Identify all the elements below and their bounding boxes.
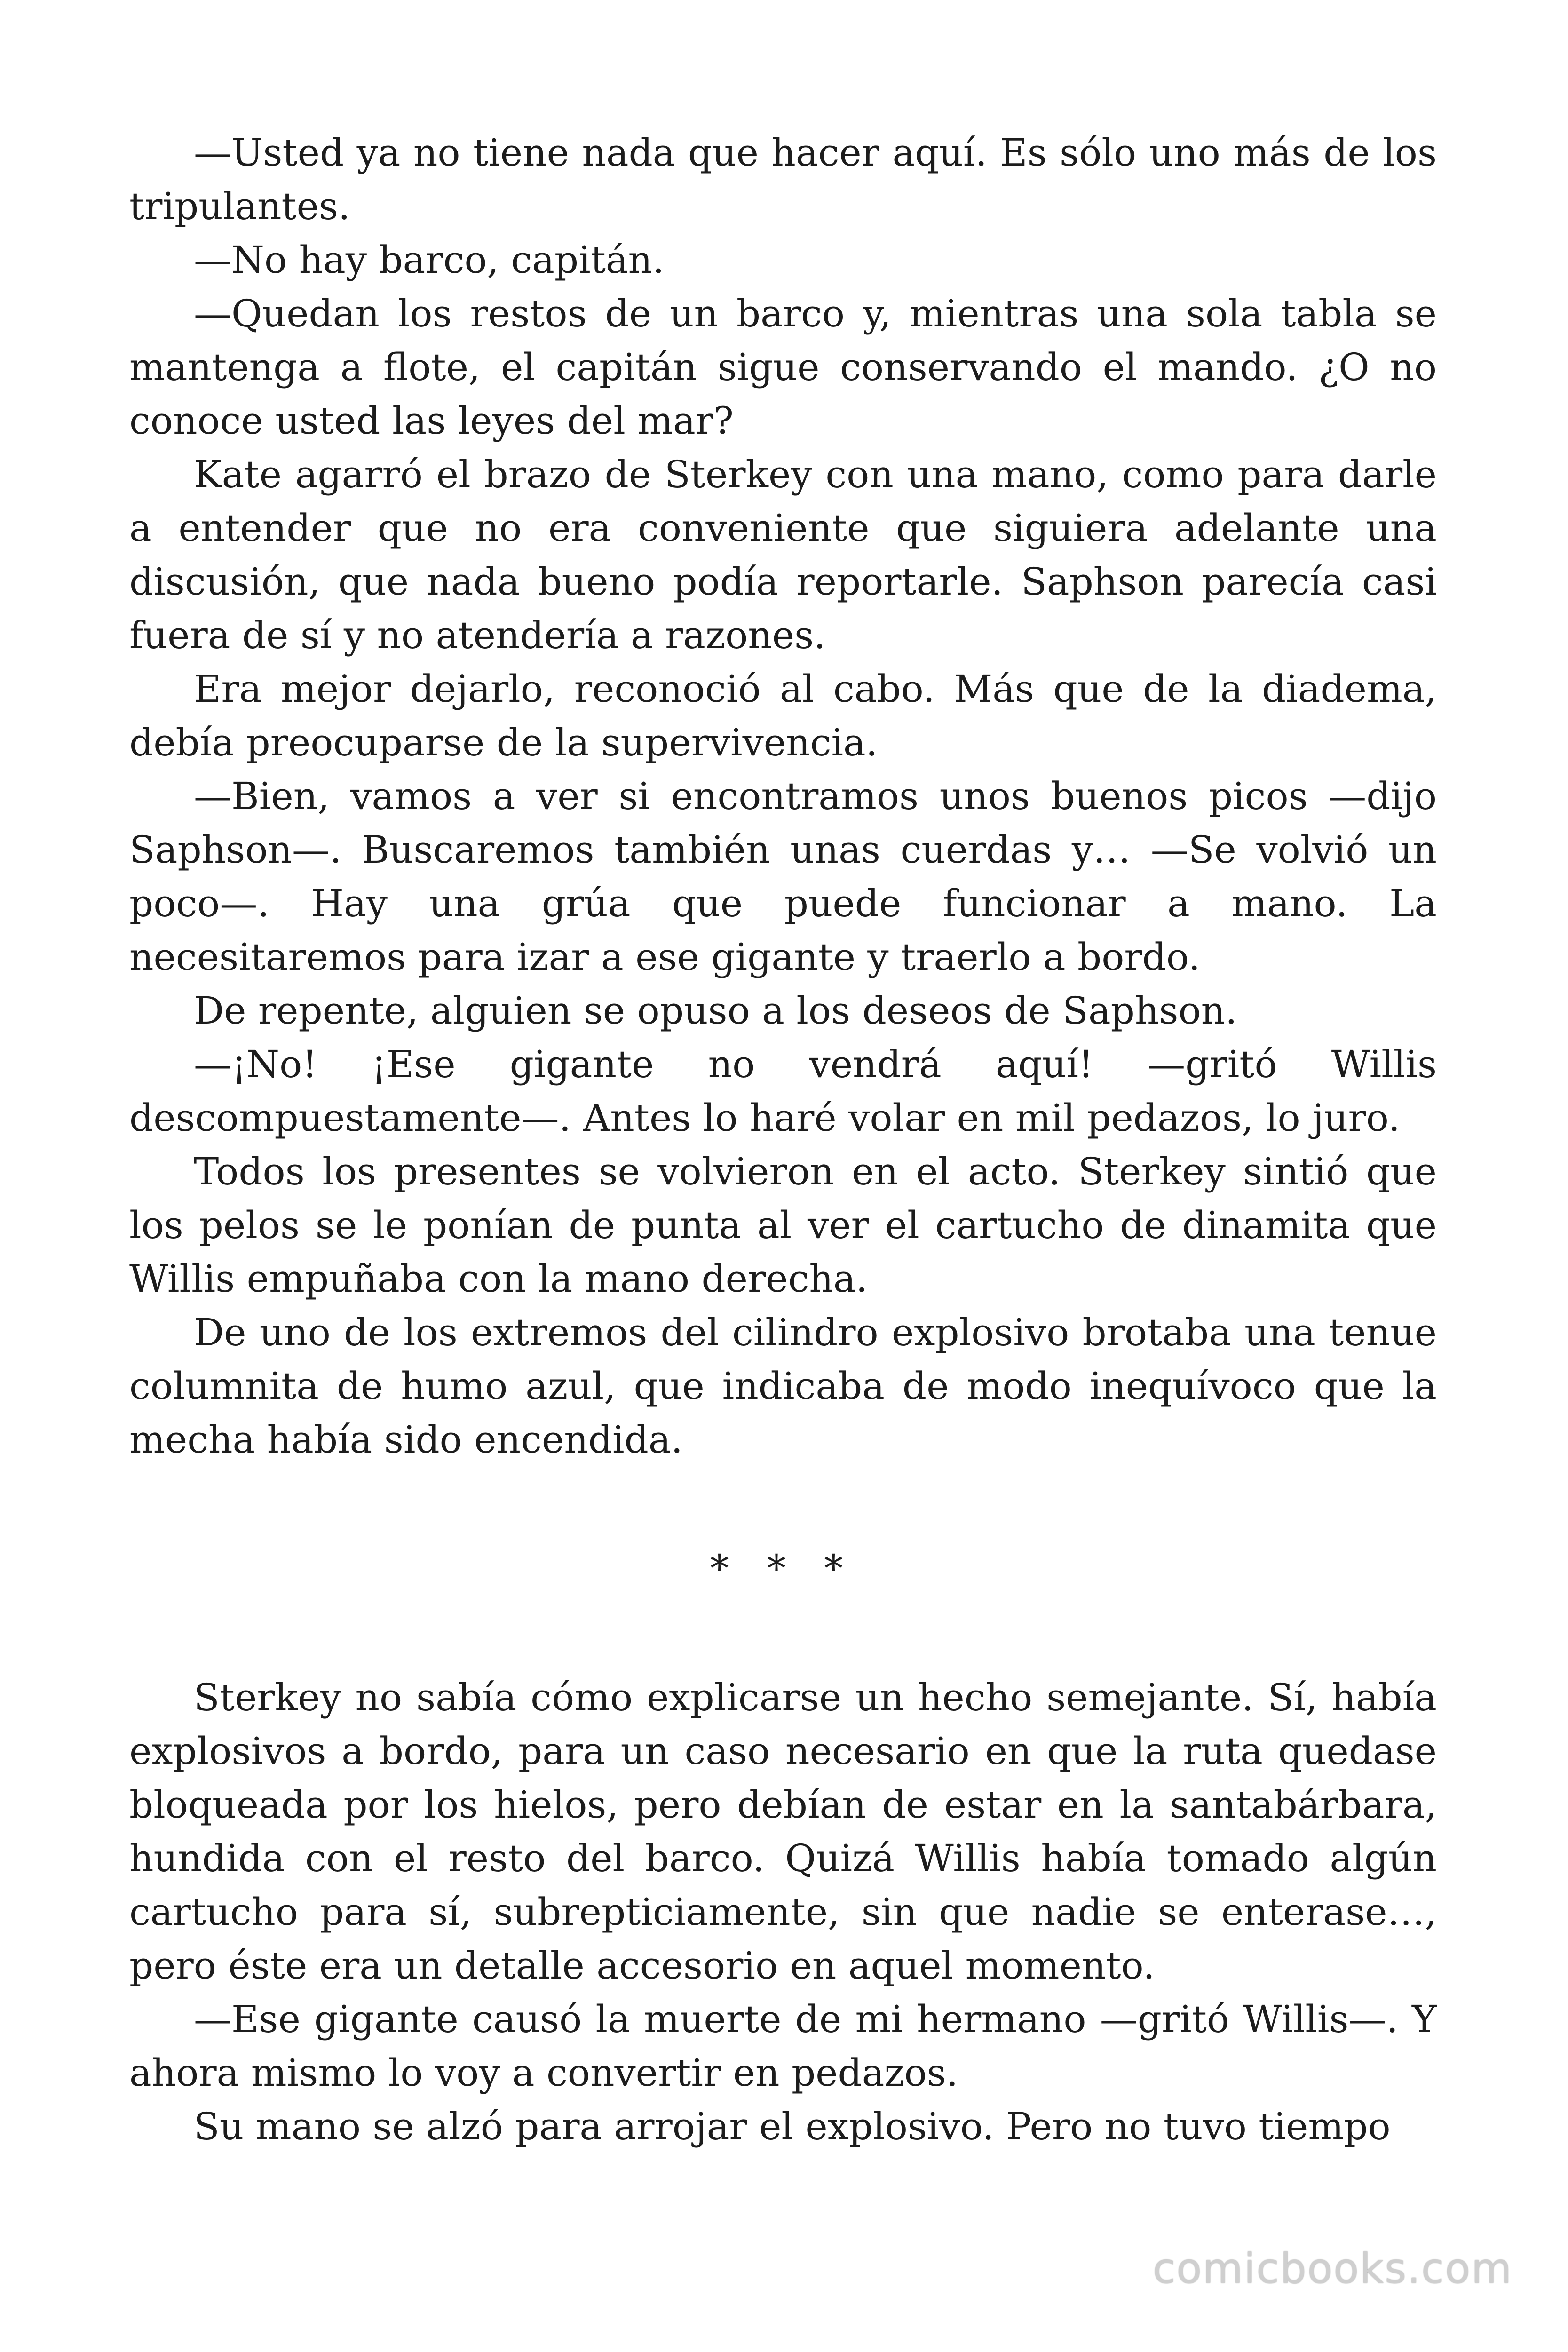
page-body	[129, 126, 1437, 2153]
scene-break-asterisks: * * *	[710, 1547, 856, 1590]
paragraph: —Ese gigante causó la muerte de mi hermano —gritó Willis—. Y ahora mismo lo voy a convertir en pedazos.	[129, 1997, 1437, 2095]
paragraph: —¡No! ¡Ese gigante no vendrá aquí! —gritó Willis descompuestamente—. Antes lo haré volar en mil pedazos, lo juro.	[129, 1042, 1437, 1140]
paragraph: De repente, alguien se opuso a los deseos de Saphson.	[194, 989, 1237, 1033]
text-block-after-break	[129, 1671, 1437, 2153]
paragraph: —Quedan los restos de un barco y, mientras una sola tabla se mantenga a flote, el capitán sigue conservando el mando. ¿O no conoce usted las leyes del mar?	[129, 292, 1437, 443]
paragraph: Todos los presentes se volvieron en el acto. Sterkey sintió que los pelos se le ponían de punta al ver el cartucho de dinamita que Willis empuñaba con la mano derecha.	[129, 1150, 1437, 1301]
paragraph: Sterkey no sabía cómo explicarse un hecho semejante. Sí, había explosivos a bordo, para un caso necesario en que la ruta quedase bloqueada por los hielos, pero debían de estar en la santabárbara, hundida con el resto del barco. Quizá Willis había tomado algún cartucho para sí, subrepticiamente, sin que nadie se enterase…, pero éste era un detalle accesorio en aquel momento.	[129, 1676, 1437, 1987]
scene-break	[129, 1467, 1437, 1671]
paragraph: Era mejor dejarlo, reconoció al cabo. Más que de la diadema, debía preocuparse de la supervivencia.	[129, 667, 1437, 764]
watermark: comicbooks.com	[1152, 2244, 1513, 2293]
paragraph: Su mano se alzó para arrojar el explosivo. Pero no tuvo tiempo	[194, 2105, 1391, 2148]
paragraph: —Usted ya no tiene nada que hacer aquí. Es sólo uno más de los tripulantes.	[129, 131, 1437, 228]
paragraph: Kate agarró el brazo de Sterkey con una mano, como para darle a entender que no era conveniente que siguiera adelante una discusión, que nada bueno podía reportarle. Saphson parecía casi fuera de sí y no atendería a razones.	[129, 453, 1437, 657]
paragraph: —No hay barco, capitán.	[194, 238, 665, 282]
paragraph: —Bien, vamos a ver si encontramos unos buenos picos —dijo Saphson—. Buscaremos también unas cuerdas y… —Se volvió un poco—. Hay una grúa que puede funcionar a mano. La necesitaremos para izar a ese gigante y traerlo a bordo.	[129, 774, 1437, 979]
paragraph: De uno de los extremos del cilindro explosivo brotaba una tenue columnita de humo azul, que indicaba de modo inequívoco que la mecha había sido encendida.	[129, 1311, 1437, 1462]
text-block-before-break	[129, 126, 1437, 1467]
